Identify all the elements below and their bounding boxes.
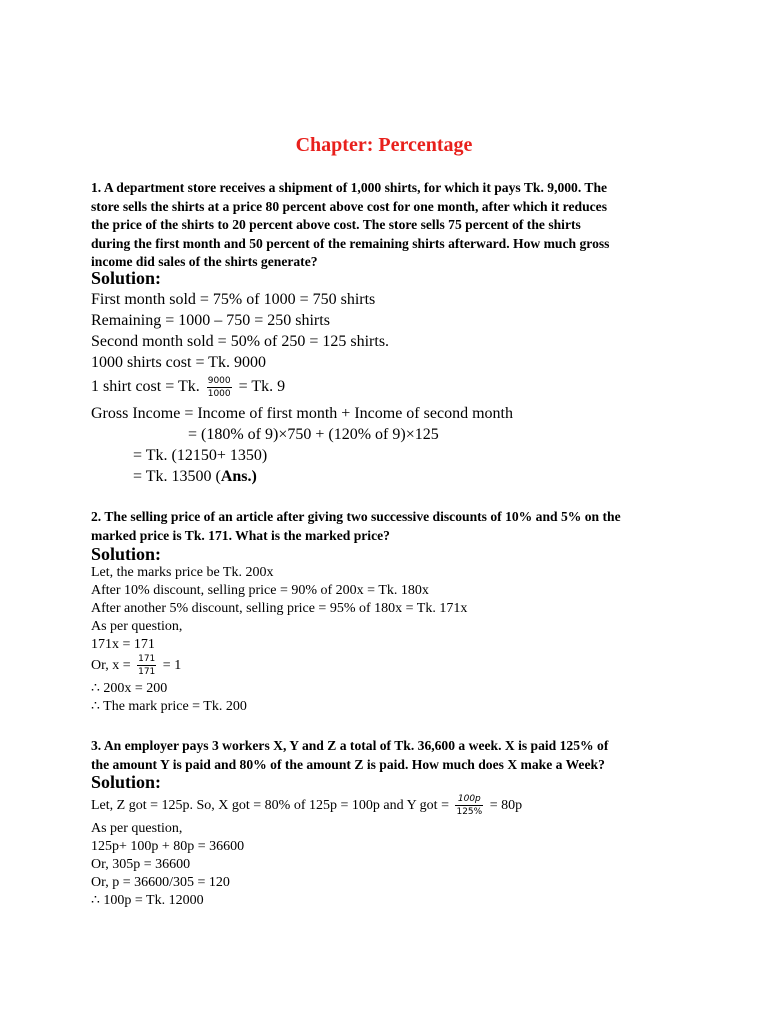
shirt-cost-suffix: = Tk. 9 xyxy=(238,378,286,395)
solution-line: Remaining = 1000 – 750 = 250 shirts xyxy=(91,312,330,329)
solution-line: As per question, xyxy=(91,619,183,634)
question-line: marked price is Tk. 171. What is the marked price? xyxy=(91,527,390,543)
question-line: the price of the shirts to 20 percent above cost. The store sells 75 percent of the shirts xyxy=(91,217,581,233)
let-z-line xyxy=(91,793,522,819)
y-fraction xyxy=(455,794,483,817)
solution-line: First month sold = 75% of 1000 = 750 shirts xyxy=(91,291,376,308)
solution-line: 1000 shirts cost = Tk. 9000 xyxy=(91,354,266,371)
solution-line: After another 5% discount, selling price = 95% of 180x = Tk. 171x xyxy=(91,601,468,616)
let-suffix: = 80p xyxy=(489,798,523,813)
gross-income-line: = (180% of 9)×750 + (120% of 9)×125 xyxy=(188,426,439,443)
question-line: 1. A department store receives a shipment of 1,000 shirts, for which it pays Tk. 9,000. The xyxy=(91,180,608,195)
solution-line: Or, p = 36600/305 = 120 xyxy=(91,875,230,890)
solution-line: 171x = 171 xyxy=(91,637,155,652)
fraction-numerator: 100p xyxy=(455,794,483,806)
question-line: income did sales of the shirts generate? xyxy=(91,254,318,270)
fraction-numerator: 171 xyxy=(138,654,156,665)
question-line: 2. The selling price of an article after giving two successive discounts of 10% and 5% on the xyxy=(91,509,621,524)
answer-line xyxy=(133,467,257,487)
solution-label: Solution: xyxy=(91,772,162,792)
problem-3-question xyxy=(91,737,678,774)
fraction-denominator: 171 xyxy=(138,667,156,678)
question-line: store sells the shirts at a price 80 percent above cost for one month, after which it reduces xyxy=(91,198,607,214)
let-prefix: Let, Z got = 125p. So, X got = 80% of 125p = 100p and Y got = xyxy=(91,798,449,813)
shirt-cost-line xyxy=(91,374,285,400)
fraction-numerator: 9000 xyxy=(207,375,231,386)
chapter-title: Chapter: Percentage xyxy=(295,134,473,156)
question-line: the amount Y is paid and 80% of the amount Z is paid. How much does X make a Week? xyxy=(91,756,605,772)
solution-line: Or, 305p = 36600 xyxy=(91,857,191,872)
answer-label: Ans.) xyxy=(220,468,257,485)
solution-line: Let, the marks price be Tk. 200x xyxy=(91,565,274,580)
problem-2-question xyxy=(91,508,678,545)
problem-1-question xyxy=(91,179,678,272)
shirt-cost-prefix: 1 shirt cost = Tk. xyxy=(91,378,200,395)
shirt-cost-fraction xyxy=(207,376,232,399)
solution-label: Solution: xyxy=(91,268,162,288)
gross-income-line: = Tk. (12150+ 1350) xyxy=(133,447,268,464)
solution-line: As per question, xyxy=(91,821,183,836)
or-suffix: = 1 xyxy=(162,658,182,673)
gross-income-line: Gross Income = Income of first month + Income of second month xyxy=(91,405,513,422)
therefore-line: ∴ 200x = 200 xyxy=(91,681,168,696)
or-prefix: Or, x = xyxy=(91,658,131,673)
therefore-line: ∴ The mark price = Tk. 200 xyxy=(91,699,247,714)
fraction-denominator: 125% xyxy=(456,807,483,818)
solution-label: Solution: xyxy=(91,544,162,564)
question-line: 3. An employer pays 3 workers X, Y and Z a total of Tk. 36,600 a week. X is paid 125% of xyxy=(91,738,609,753)
answer-prefix: = Tk. 13500 ( xyxy=(133,468,221,485)
fraction-denominator: 1000 xyxy=(207,388,231,399)
question-line: during the first month and 50 percent of the remaining shirts afterward. How much gross xyxy=(91,235,610,251)
solution-line: After 10% discount, selling price = 90% of 200x = Tk. 180x xyxy=(91,583,429,598)
solution-line: ∴ 100p = Tk. 12000 xyxy=(91,893,204,908)
solution-line: 125p+ 100p + 80p = 36600 xyxy=(91,839,245,854)
or-x-line xyxy=(91,654,181,678)
x-fraction xyxy=(137,654,156,677)
solution-line: Second month sold = 50% of 250 = 125 shirts. xyxy=(91,333,390,350)
